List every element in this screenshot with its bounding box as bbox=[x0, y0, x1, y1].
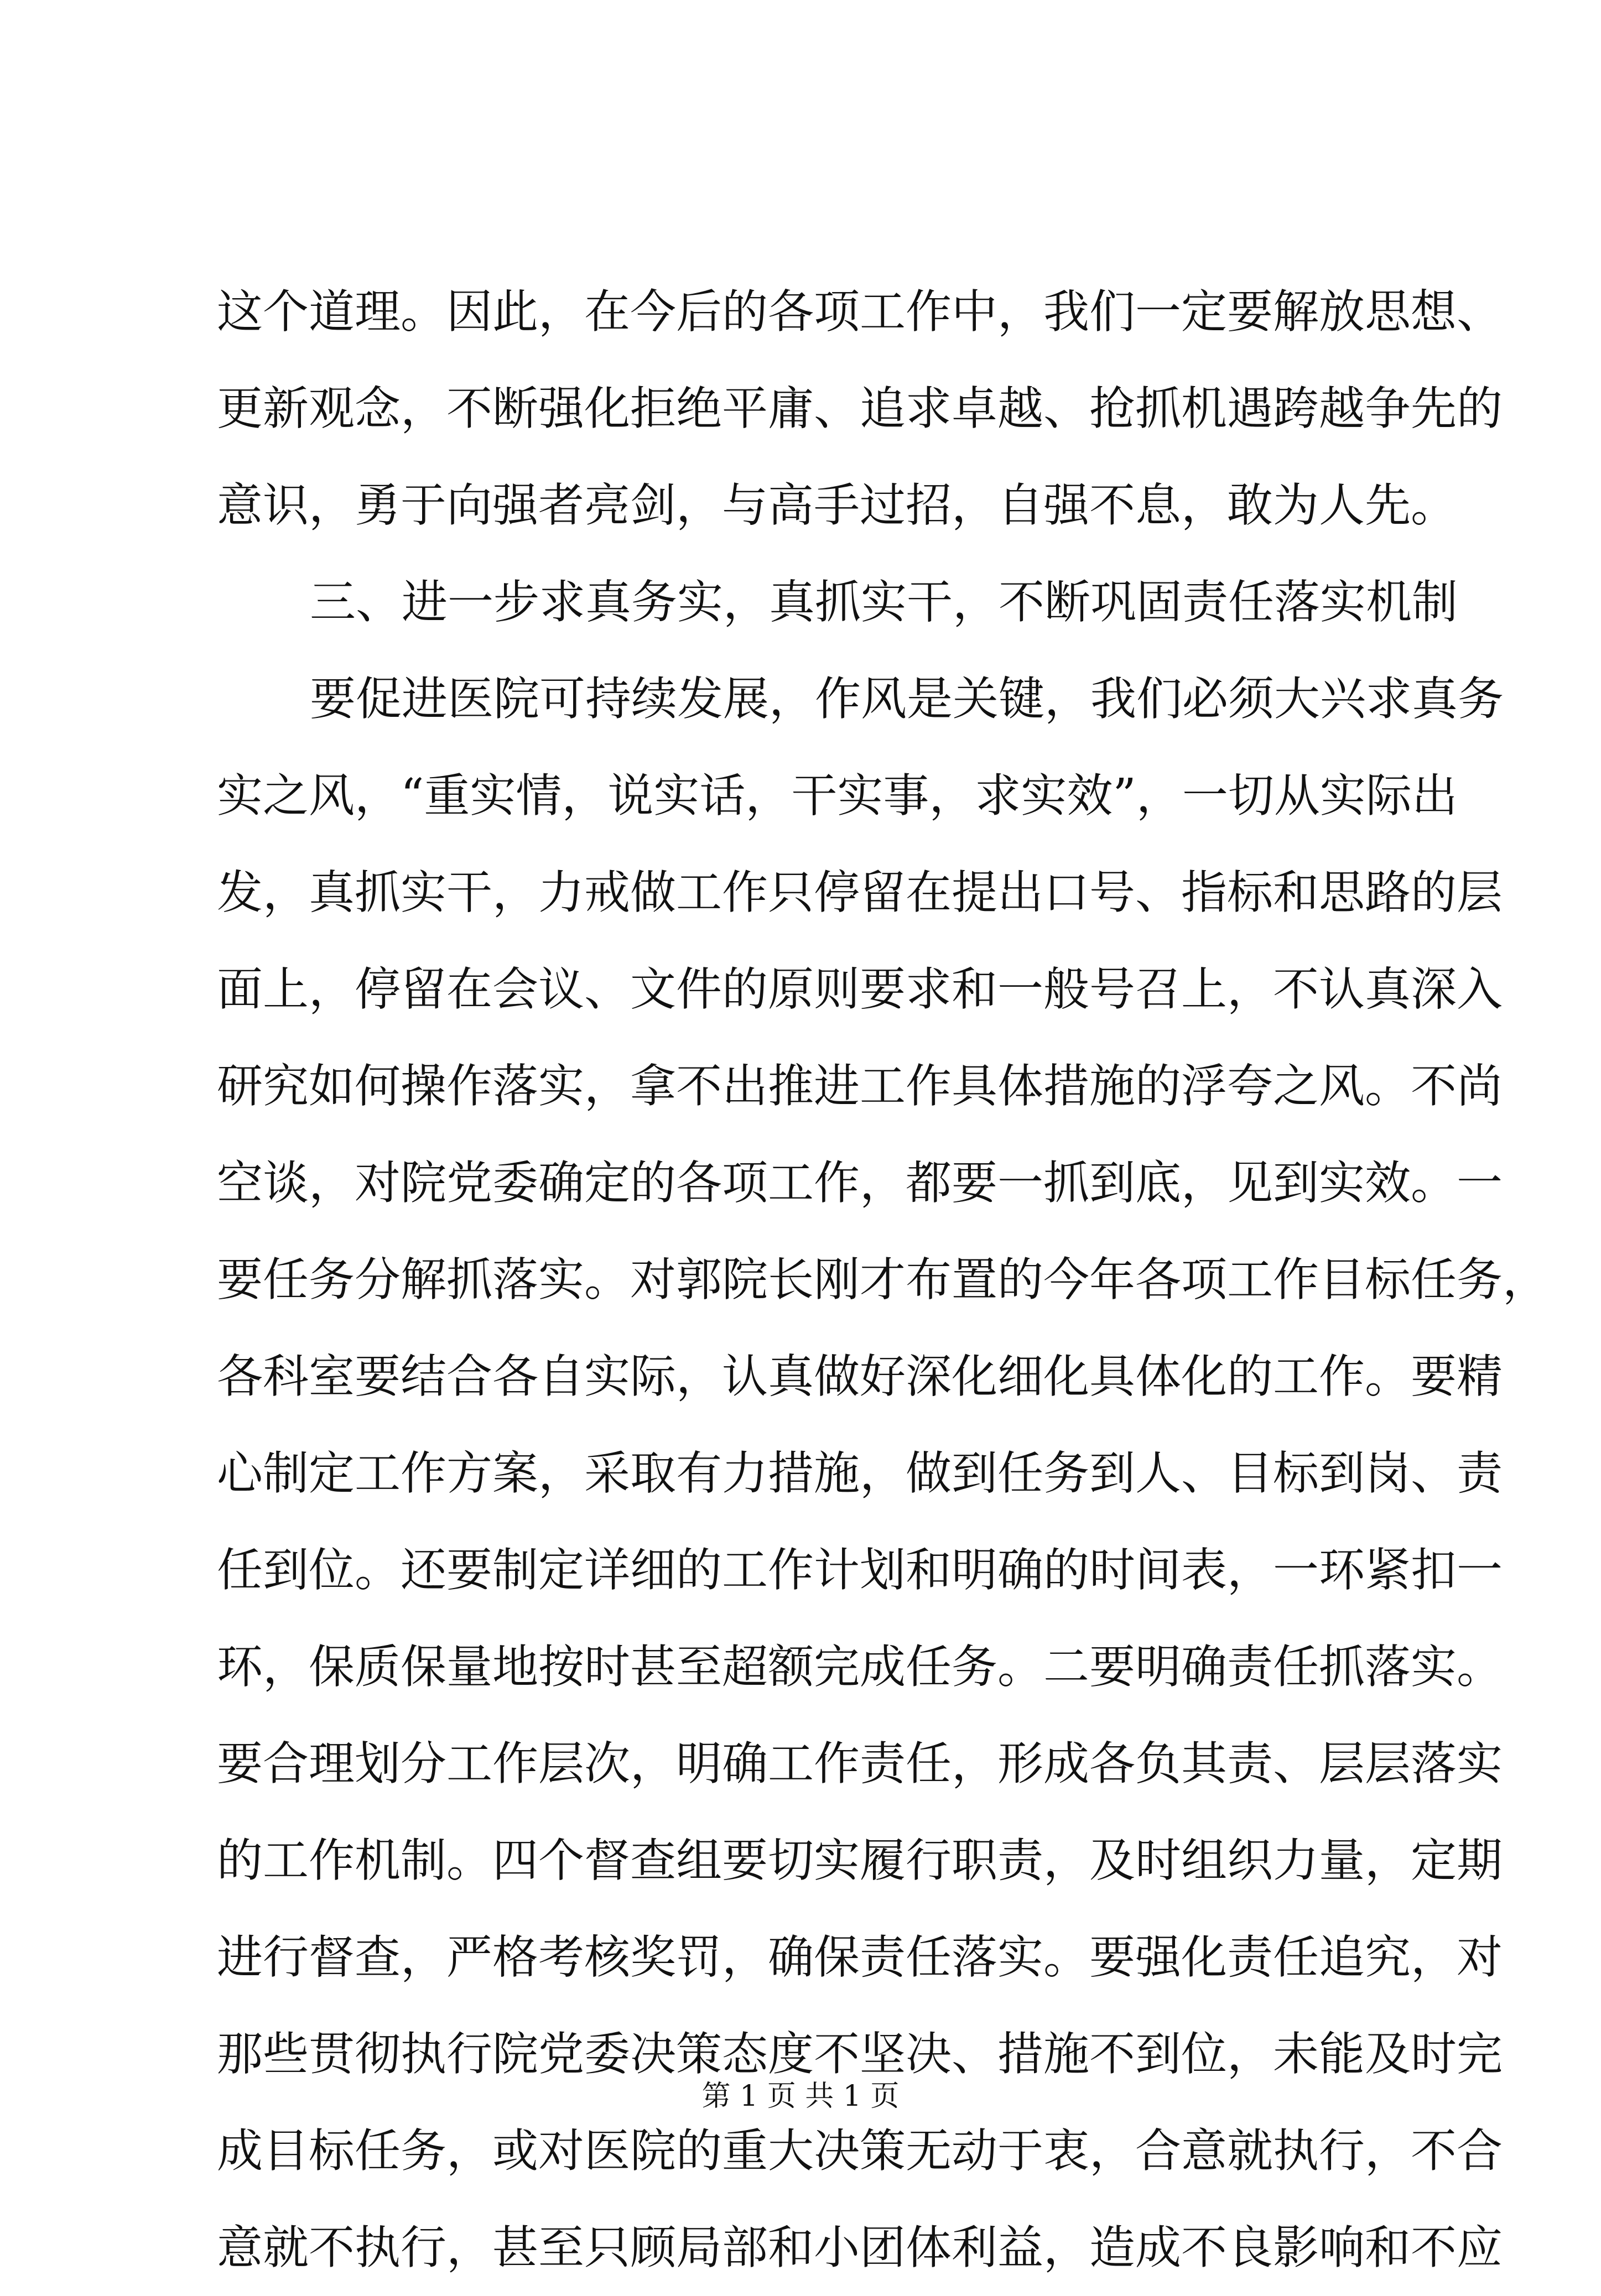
text-line: 意识，勇于向强者亮剑，与高手过招，自强不息，敢为人先。 bbox=[217, 478, 1457, 532]
text-line: 发，真抓实干，力戒做工作只停留在提出口号、指标和思路的层 bbox=[217, 866, 1503, 919]
text-line: 实之风，“重实情，说实话，干实事，求实效”，一切从实际出 bbox=[217, 769, 1458, 822]
text-line: 更新观念，不断强化拒绝平庸、追求卓越、抢抓机遇跨越争先的 bbox=[217, 382, 1503, 435]
text-line: 的工作机制。四个督查组要切实履行职责，及时组织力量，定期 bbox=[217, 1834, 1503, 1887]
text-line: 要任务分解抓落实。对郭院长刚才布置的今年各项工作目标任务， bbox=[217, 1253, 1548, 1306]
text-line: 空谈，对院党委确定的各项工作，都要一抓到底，见到实效。一 bbox=[217, 1156, 1503, 1210]
text-line: 各科室要结合各自实际，认真做好深化细化具体化的工作。要精 bbox=[217, 1350, 1503, 1403]
text-line: 意就不执行，甚至只顾局部和小团体利益，造成不良影响和不应 bbox=[217, 2221, 1503, 2274]
page-footer: 第 1 页 共 1 页 bbox=[701, 2080, 900, 2113]
section-heading: 三、进一步求真务实，真抓实干，不断巩固责任落实机制 bbox=[310, 575, 1458, 629]
text-line: 心制定工作方案，采取有力措施，做到任务到人、目标到岗、责 bbox=[217, 1446, 1503, 1500]
text-line: 进行督查，严格考核奖罚，确保责任落实。要强化责任追究，对 bbox=[217, 1930, 1503, 1984]
text-line: 任到位。还要制定详细的工作计划和明确的时间表，一环紧扣一 bbox=[217, 1543, 1503, 1597]
text-line: 成目标任务，或对医院的重大决策无动于衷，合意就执行，不合 bbox=[217, 2124, 1503, 2178]
text-line: 研究如何操作落实，拿不出推进工作具体措施的浮夸之风。不尚 bbox=[217, 1059, 1503, 1113]
text-line: 那些贯彻执行院党委决策态度不坚决、措施不到位，未能及时完 bbox=[217, 2027, 1503, 2081]
text-line: 面上，停留在会议、文件的原则要求和一般号召上，不认真深入 bbox=[217, 962, 1503, 1016]
text-line: 环，保质保量地按时甚至超额完成任务。二要明确责任抓落实。 bbox=[217, 1640, 1503, 1694]
body-text bbox=[217, 263, 1548, 2296]
paragraph-first-line: 要促进医院可持续发展，作风是关键，我们必须大兴求真务 bbox=[310, 672, 1504, 726]
text-line: 要合理划分工作层次，明确工作责任，形成各负其责、层层落实 bbox=[217, 1737, 1503, 1790]
text-line: 这个道理。因此，在今后的各项工作中，我们一定要解放思想、 bbox=[217, 285, 1503, 339]
